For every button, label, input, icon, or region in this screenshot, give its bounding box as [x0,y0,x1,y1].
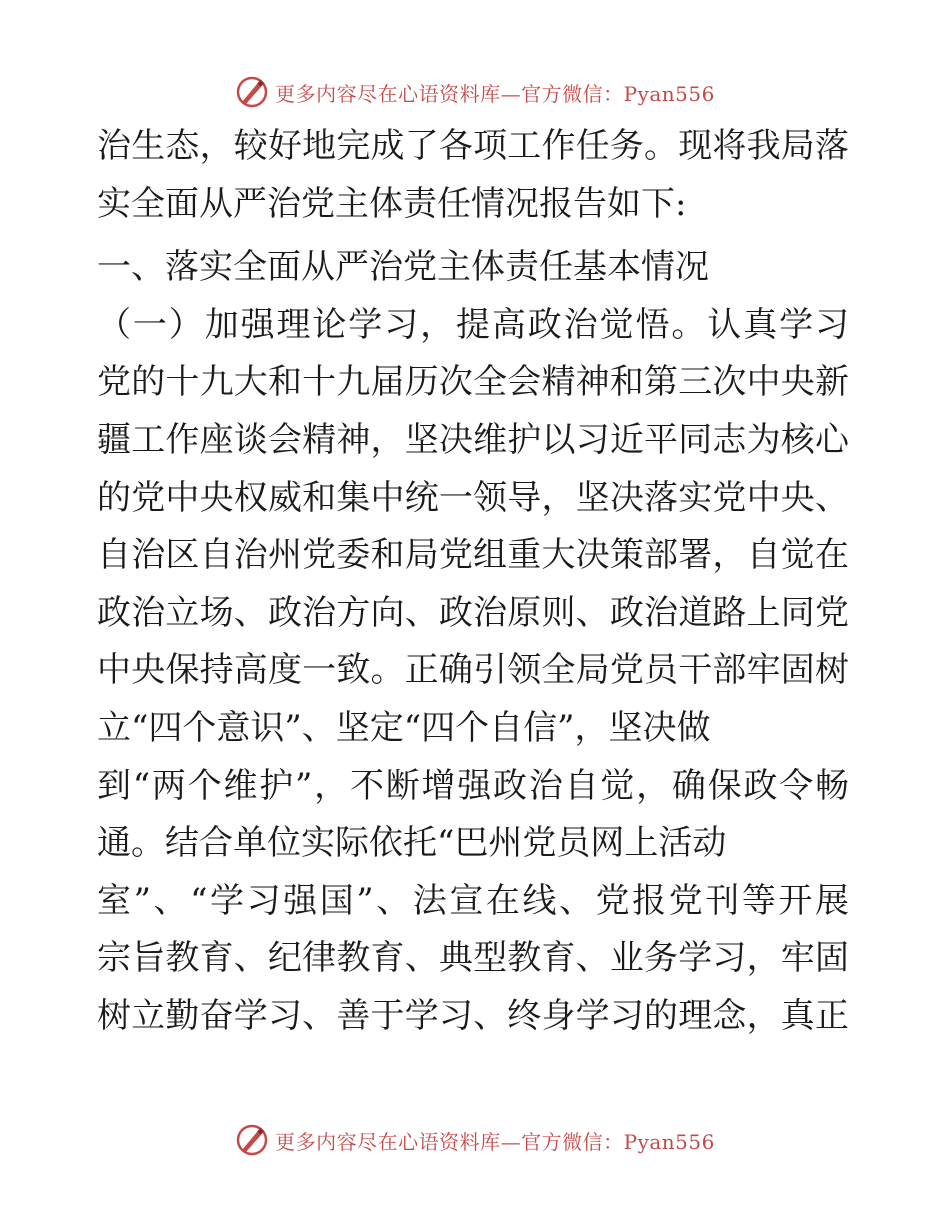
text-line: 疆工作座谈会精神，坚决维护以习近平同志为核心 [97,419,849,460]
document-body [97,118,857,1046]
watermark-text: 更多内容尽在心语资料库—官方微信：Pyan556 [275,1129,715,1154]
text-line: 治生态，较好地完成了各项工作任务。现将我局落 [97,126,849,166]
header-watermark [0,72,950,112]
text-line: 通。结合单位实际依托“巴州党员网上活动 [97,823,727,864]
text-line: 党的十九大和十九届历次全会精神和第三次中央新 [97,362,849,403]
watermark-text: 更多内容尽在心语资料库—官方微信：Pyan556 [275,81,715,106]
text-line: 中央保持高度一致。正确引领全局党员干部牢固树 [97,650,849,691]
text-line: 宗旨教育、纪律教育、典型教育、业务学习，牢固 [97,938,849,979]
text-line: 树立勤奋学习、善于学习、终身学习的理念，真正 [97,995,849,1036]
text-line: 实全面从严治党主体责任情况报告如下: [97,183,687,224]
text-line: 到“两个维护”，不断增强政治自觉，确保政令畅 [97,765,849,806]
pen-logo-icon [235,1123,269,1157]
text-line: 政治立场、政治方向、政治原则、政治道路上同党 [97,592,849,633]
text-line: 立“四个意识”、坚定“四个自信”，坚决做 [97,707,711,748]
footer-watermark [0,1120,950,1160]
pen-logo-icon [235,75,269,109]
text-line: 的党中央权威和集中统一领导，坚决落实党中央、 [97,477,849,518]
section-heading: 一、落实全面从严治党主体责任基本情况 [97,247,709,288]
text-line: 室”、“学习强国”、法宣在线、党报党刊等开展 [97,880,849,921]
text-line: （一）加强理论学习，提高政治觉悟。认真学习 [97,304,849,345]
text-line: 自治区自治州党委和局党组重大决策部署，自觉在 [97,535,849,576]
